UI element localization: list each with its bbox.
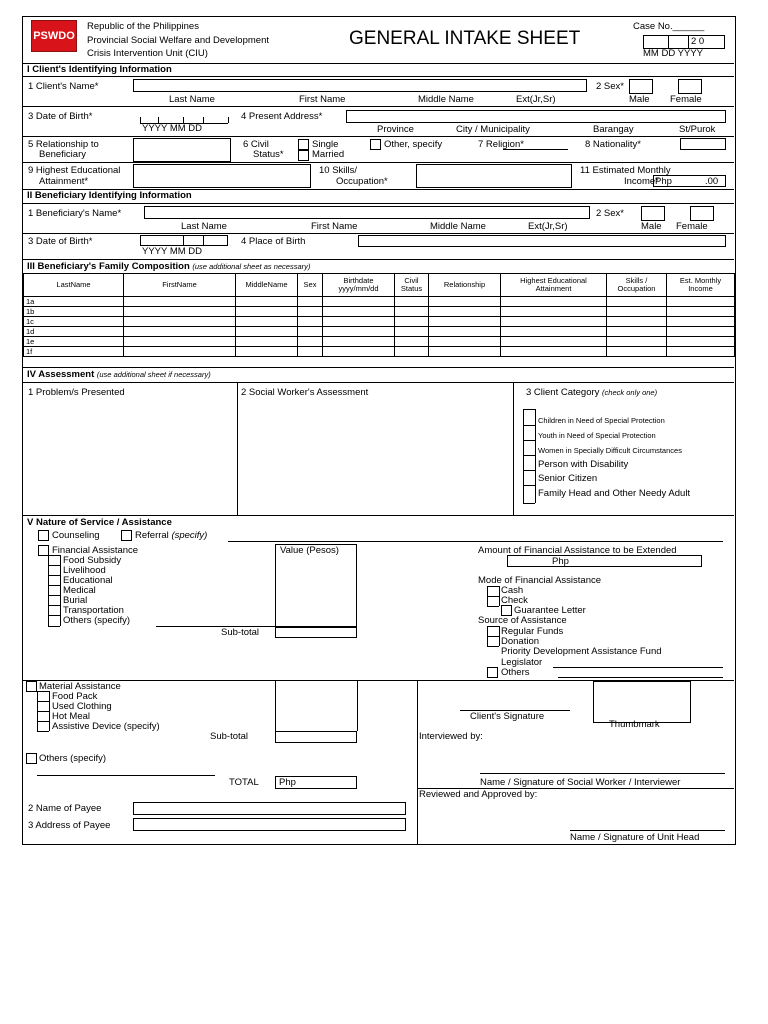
place-of-birth-label: 4 Place of Birth [241, 236, 306, 247]
client-category-label: 3 Client Category [526, 387, 600, 398]
client-sex-male-box[interactable] [629, 79, 653, 94]
table-row[interactable] [24, 347, 735, 357]
case-no-label: Case No.______ [633, 21, 705, 32]
source-legislator: Legislator [501, 657, 543, 668]
sw-assessment-label: 2 Social Worker's Assessment [241, 387, 369, 398]
row-label: 1d [24, 327, 124, 337]
referral-checkbox[interactable] [121, 530, 132, 541]
section-4-note: (use additional sheet if necessary) [96, 370, 211, 379]
interviewed-by-label: Interviewed by: [419, 731, 483, 742]
client-category-note: (check only one) [602, 388, 658, 397]
row-label: 1b [24, 307, 124, 317]
total-label: TOTAL [229, 777, 259, 788]
row-label: 1a [24, 297, 124, 307]
category-ynsp: Youth in Need of Special Protection [538, 431, 656, 440]
beneficiary-last-name-caption: Last Name [181, 221, 227, 232]
date-labels: MM DD YYYY [643, 48, 704, 59]
referral-specify: (specify) [171, 530, 208, 541]
client-sex-male-caption: Male [629, 94, 650, 105]
mat-food-pack: Food Pack [52, 691, 98, 702]
table-row[interactable] [24, 327, 735, 337]
col-sex: Sex [298, 274, 323, 297]
fin-medical: Medical [63, 585, 96, 596]
client-name-label: 1 Client's Name* [28, 81, 99, 92]
place-of-birth-input[interactable] [358, 235, 726, 247]
civil-single-checkbox[interactable] [298, 139, 309, 150]
client-sex-female-box[interactable] [678, 79, 702, 94]
relationship-label-2: Beneficiary [39, 149, 86, 160]
client-middle-name-caption: Middle Name [418, 94, 474, 105]
section-3-heading: III Beneficiary's Family Composition [27, 261, 190, 272]
beneficiary-ext-caption: Ext(Jr,Sr) [528, 221, 568, 232]
col-income: Est. Monthly Income [667, 274, 735, 297]
fin-food-subsidy: Food Subsidy [63, 555, 122, 566]
date-field[interactable] [643, 35, 725, 49]
mat-hot-meal: Hot Meal [52, 711, 91, 722]
fin-transportation: Transportation [63, 605, 124, 616]
referral-header [135, 530, 207, 541]
client-ext-caption: Ext(Jr,Sr) [516, 94, 556, 105]
beneficiary-name-label: 1 Beneficiary's Name* [28, 208, 122, 219]
address-province-caption: Province [377, 124, 414, 135]
org-line-2: Provincial Social Welfare and Development [87, 35, 269, 46]
relationship-label: 5 Relationship to [28, 139, 99, 150]
financial-subtotal-box[interactable] [275, 627, 357, 638]
section-3-note: (use additional sheet as necessary) [192, 262, 311, 271]
beneficiary-sex-male-caption: Male [641, 221, 662, 232]
mode-guarantee-letter: Guarantee Letter [514, 605, 586, 616]
civil-married-checkbox[interactable] [298, 150, 309, 161]
material-label: Material Assistance [39, 681, 121, 692]
intake-sheet [22, 16, 736, 845]
beneficiary-sex-label: 2 Sex* [596, 208, 624, 219]
client-dob-label: 3 Date of Birth* [28, 111, 93, 122]
beneficiary-first-name-caption: First Name [311, 221, 358, 232]
thumbmark-box[interactable] [593, 681, 691, 723]
sw-signature-label: Name / Signature of Social Worker / Interviewer [480, 777, 681, 788]
client-dob-caption: YYYY MM DD [142, 123, 203, 134]
section-1-heading: I Client's Identifying Information [27, 64, 172, 75]
section-3-header [27, 261, 310, 272]
present-address-input[interactable] [346, 110, 726, 123]
payee-address-input[interactable] [133, 818, 406, 831]
material-checkbox[interactable] [26, 681, 37, 692]
client-sex-female-caption: Female [670, 94, 702, 105]
unit-head-signature-label: Name / Signature of Unit Head [570, 832, 700, 843]
relationship-input[interactable] [133, 138, 231, 162]
amount-input[interactable] [507, 555, 702, 567]
counseling-label: Counseling [52, 530, 100, 541]
col-middlename: MiddleName [236, 274, 298, 297]
table-row[interactable] [24, 297, 735, 307]
material-subtotal-label: Sub-total [210, 731, 249, 742]
org-line-1: Republic of the Philippines [87, 21, 199, 32]
client-last-name-caption: Last Name [169, 94, 215, 105]
problems-label: 1 Problem/s Presented [28, 387, 125, 398]
civil-other-checkbox[interactable] [370, 139, 381, 150]
address-purok-caption: St/Purok [679, 124, 716, 135]
mode-check: Check [501, 595, 528, 606]
income-label-2: Income* [624, 176, 659, 187]
category-pwd: Person with Disability [538, 459, 629, 470]
client-first-name-caption: First Name [299, 94, 346, 105]
col-firstname: FirstName [124, 274, 236, 297]
section-5-heading: V Nature of Service / Assistance [27, 517, 172, 528]
amount-label: Amount of Financial Assistance to be Extended [478, 545, 677, 556]
civil-single-label: Single [312, 139, 339, 150]
education-input[interactable] [133, 164, 311, 188]
payee-name-input[interactable] [133, 802, 406, 815]
religion-label: 7 Religion* [478, 139, 524, 150]
mat-used-clothing: Used Clothing [52, 701, 112, 712]
table-header-row [24, 274, 735, 297]
table-row[interactable] [24, 317, 735, 327]
beneficiary-sex-female-box[interactable] [690, 206, 714, 221]
nationality-input[interactable] [680, 138, 726, 150]
fin-burial: Burial [63, 595, 88, 606]
family-composition-table [23, 273, 735, 357]
skills-label: 10 Skills/ [319, 165, 358, 176]
beneficiary-dob-label: 3 Date of Birth* [28, 236, 93, 247]
beneficiary-sex-female-caption: Female [676, 221, 708, 232]
col-lastname: LastName [24, 274, 124, 297]
category-cnsp: Children in Need of Special Protection [538, 416, 665, 425]
table-row[interactable] [24, 307, 735, 317]
fin-educational: Educational [63, 575, 113, 586]
counseling-checkbox[interactable] [38, 530, 49, 541]
skills-label-2: Occupation* [336, 176, 388, 187]
fin-livelihood: Livelihood [63, 565, 106, 576]
table-row[interactable] [24, 337, 735, 347]
civil-status-label: 6 Civil [243, 139, 269, 150]
col-education: Highest Educational Attainment [501, 274, 607, 297]
beneficiary-name-input[interactable] [144, 206, 590, 219]
beneficiary-middle-name-caption: Middle Name [430, 221, 486, 232]
category-senior: Senior Citizen [538, 473, 598, 484]
pswdo-logo: PSWDO [31, 20, 77, 52]
financial-value-box[interactable] [275, 544, 357, 627]
civil-status-label-2: Status* [253, 149, 284, 160]
col-relationship: Relationship [429, 274, 501, 297]
address-city-caption: City / Municipality [456, 124, 530, 135]
category-family-head: Family Head and Other Needy Adult [538, 488, 691, 499]
col-civil-status: Civil Status [395, 274, 429, 297]
client-name-input[interactable] [133, 79, 587, 92]
others-specify-label: Others (specify) [39, 753, 107, 764]
payee-name-label: 2 Name of Payee [28, 803, 102, 814]
client-sex-label: 2 Sex* [596, 81, 624, 92]
present-address-label: 4 Present Address* [241, 111, 323, 122]
civil-married-label: Married [312, 149, 345, 160]
nationality-label: 8 Nationality* [585, 139, 641, 150]
material-subtotal-box[interactable] [275, 731, 357, 743]
source-others: Others [501, 667, 530, 678]
education-label: 9 Highest Educational [28, 165, 121, 176]
section-4-header [27, 369, 211, 380]
financial-label: Financial Assistance [52, 545, 139, 556]
date-year-prefix: 2 0 [691, 36, 705, 47]
source-donation: Donation [501, 636, 540, 647]
source-regular-funds: Regular Funds [501, 626, 564, 637]
amount-php-label: Php [552, 556, 569, 567]
fin-others: Others (specify) [63, 615, 131, 626]
category-women: Women in Specially Difficult Circumstances [538, 446, 682, 455]
mat-assistive-device: Assistive Device (specify) [52, 721, 160, 732]
col-birthdate: Birthdate yyyy/mm/dd [323, 274, 395, 297]
beneficiary-dob-input[interactable] [140, 235, 228, 246]
reviewed-by-label: Reviewed and Approved by: [419, 789, 538, 800]
source-label: Source of Assistance [478, 615, 567, 626]
section-4-heading: IV Assessment [27, 369, 95, 380]
beneficiary-sex-male-box[interactable] [641, 206, 665, 221]
col-skills: Skills / Occupation [607, 274, 667, 297]
section-2-heading: II Beneficiary Identifying Information [27, 190, 192, 201]
thumbmark-label: Thumbmark [609, 719, 660, 730]
payee-address-label: 3 Address of Payee [28, 820, 111, 831]
civil-other-label: Other, specify [384, 139, 443, 150]
client-category-header [526, 387, 657, 398]
beneficiary-dob-caption: YYYY MM DD [142, 246, 203, 257]
referral-label: Referral [135, 530, 169, 541]
row-label: 1e [24, 337, 124, 347]
income-zero-label: .00 [705, 176, 719, 187]
address-barangay-caption: Barangay [593, 124, 634, 135]
source-others-checkbox[interactable] [487, 667, 498, 678]
others-specify-checkbox[interactable] [26, 753, 37, 764]
row-label: 1c [24, 317, 124, 327]
row-label: 1f [24, 347, 124, 357]
client-signature-label: Client's Signature [470, 711, 545, 722]
value-pesos-label: Value (Pesos) [280, 545, 339, 556]
income-php-label: Php [655, 176, 672, 187]
page-title: GENERAL INTAKE SHEET [349, 28, 581, 49]
financial-subtotal-label: Sub-total [221, 627, 260, 638]
mode-label: Mode of Financial Assistance [478, 575, 602, 586]
org-line-3: Crisis Intervention Unit (CIU) [87, 48, 208, 59]
skills-input[interactable] [416, 164, 572, 188]
mode-cash: Cash [501, 585, 524, 596]
education-label-2: Attainment* [39, 176, 89, 187]
total-php-label: Php [279, 777, 296, 788]
income-label: 11 Estimated Monthly [580, 165, 671, 176]
source-pdaf: Priority Development Assistance Fund [501, 646, 662, 657]
